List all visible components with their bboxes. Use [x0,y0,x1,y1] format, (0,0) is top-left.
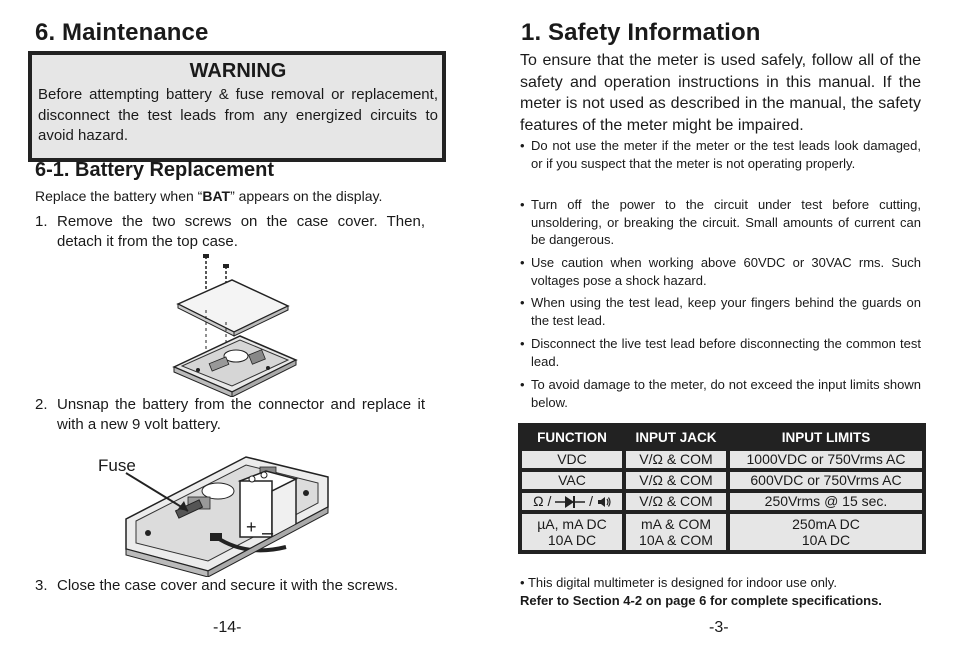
bullet-dot: • [520,295,525,310]
step-text: Close the case cover and secure it with the screws. [57,577,398,594]
bullet-5 [520,335,921,370]
cell-limit: 1000VDC or 750Vrms AC [728,449,924,470]
bullet-4 [520,294,921,329]
step-number: 1. [35,213,48,230]
table-header-row [520,425,924,449]
battery-minus-label: – [262,522,274,544]
subsection-title-battery: 6-1. Battery Replacement [35,159,274,181]
bullet-2 [520,196,921,249]
cell-limit [728,512,924,552]
input-limits-table [518,423,926,554]
cell-line: 10A DC [547,532,597,548]
table-row [520,449,924,470]
separator: / [589,493,594,509]
battery-intro [35,188,382,204]
header-input-limits: INPUT LIMITS [728,425,924,449]
page-number-right: -3- [709,619,729,636]
cell-function [520,512,624,552]
bullet-dot: • [520,377,525,392]
cell-jack [624,512,728,552]
bat-indicator: BAT [202,188,231,204]
page-number-left: -14- [213,619,242,636]
cell-jack: V/Ω & COM [624,449,728,470]
bullet-dot: • [520,575,528,590]
bullet-text: To avoid damage to the meter, do not exceed the input limits shown below. [531,377,921,410]
cell-limit: 600VDC or 750Vrms AC [728,470,924,491]
safety-intro: To ensure that the meter is used safely, follow all of the safety and operation instructions in this manual. If the meter is not used as described in the manual, the safety features of the meter might be impaired. [520,52,921,134]
bullet-dot: • [520,255,525,270]
intro-text-pre: Replace the battery when “ [35,188,203,204]
fuse-label: Fuse [98,456,136,475]
bullet-text: Use caution when working above 60VDC or 30VAC rms. Such voltages pose a shock hazard. [531,255,921,288]
bullet-text: Do not use the meter if the meter or the test leads look damaged, or if you suspect that the meter is not operating properly. [531,138,921,171]
intro-text-post: ” appears on the display. [230,188,383,204]
indoor-use-note [520,575,837,590]
step-2 [35,395,425,435]
battery-plus-label: + [246,517,257,537]
note-text: This digital multimeter is designed for indoor use only. [527,575,837,590]
battery-replacement-illustration [96,437,332,577]
section-title-safety: 1. Safety Information [521,19,761,46]
header-function: FUNCTION [520,425,624,449]
cell-line: µA, mA DC [537,516,607,532]
header-input-jack: INPUT JACK [624,425,728,449]
bullet-dot: • [520,138,525,153]
table-row [520,491,924,512]
bullet-text: Disconnect the live test lead before disconnecting the common test lead. [531,336,921,369]
cell-function [520,491,624,512]
bullet-dot: • [520,336,525,351]
step-3 [35,576,425,596]
step-number: 2. [35,396,48,413]
bullet-dot: • [520,197,525,212]
step-1 [35,212,425,252]
step-text: Unsnap the battery from the connector and replace it with a new 9 volt battery. [57,396,425,433]
bullet-text: Turn off the power to the circuit under test before cutting, unsoldering, or breaking the circuit. Small amounts of current can be dangerous. [531,197,921,247]
section-title-maintenance: 6. Maintenance [35,19,209,46]
table-row [520,470,924,491]
spec-reference: Refer to Section 4-2 on page 6 for complete specifications. [520,593,882,608]
cell-jack: V/Ω & COM [624,470,728,491]
bullet-text: When using the test lead, keep your fingers behind the guards on the test lead. [531,295,921,328]
buzzer-icon [597,496,611,508]
ohm-symbol: Ω / [533,493,552,509]
cell-function: VDC [520,449,624,470]
step-text: Remove the two screws on the case cover. Then, detach it from the top case. [57,213,425,250]
cell-jack: V/Ω & COM [624,491,728,512]
bullet-6 [520,376,921,411]
cell-line: 10A DC [801,532,851,548]
bullet-3 [520,254,921,289]
cell-line: mA & COM [640,516,711,532]
cell-function: VAC [520,470,624,491]
right-page [477,0,954,651]
cell-line: 250mA DC [792,516,860,532]
warning-body: Before attempting battery & fuse removal or replacement, disconnect the test leads from any energized circuits to avoid hazard. [38,86,438,144]
warning-box [28,51,446,162]
step-number: 3. [35,577,48,594]
bullet-1 [520,137,921,172]
case-cover-removal-illustration [170,252,300,397]
table-row [520,512,924,552]
cell-limit: 250Vrms @ 15 sec. [728,491,924,512]
warning-title: WARNING [189,60,287,82]
cell-line: 10A & COM [639,532,713,548]
diode-icon [555,495,585,509]
